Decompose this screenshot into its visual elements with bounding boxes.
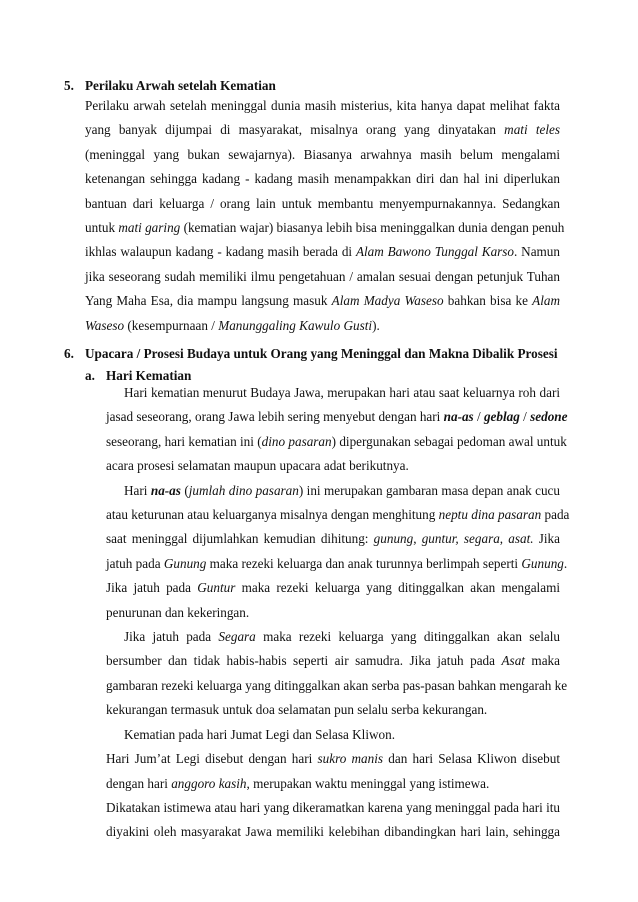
text-line: Yang Maha Esa, dia mampu langsung masuk Alam Madya Waseso bahkan bisa ke Alam [85, 293, 560, 309]
text-line: seseorang, hari kematian ini (dino pasaran) dipergunakan sebagai pedoman awal untuk [106, 433, 567, 449]
bold-italic-term: sedone [530, 409, 568, 425]
text-line: Hari Jum’at Legi disebut dengan hari sukro manis dan hari Selasa Kliwon disebut [106, 751, 561, 767]
italic-term: asat. [508, 531, 534, 547]
text-line: Dikatakan istimewa atau hari yang dikeramatkan karena yang meninggal pada hari itu [106, 799, 560, 815]
section-6-heading [64, 346, 558, 362]
section-5-heading [64, 78, 276, 94]
text-line: Hari kematian menurut Budaya Jawa, merupakan hari atau saat keluarnya roh dari [124, 385, 560, 400]
text-line: untuk mati garing (kematian wajar) biasanya lebih bisa meninggalkan dunia dengan penuh [85, 220, 565, 236]
italic-term: Gunung [521, 555, 564, 571]
text-line: Perilaku arwah setelah meninggal dunia masih misterius, kita hanya dapat melihat fakta [85, 98, 560, 113]
italic-term: anggoro kasih [171, 775, 247, 791]
italic-term: Waseso [85, 317, 125, 333]
italic-term: sukro manis [317, 751, 384, 767]
italic-term: Segara [218, 629, 256, 645]
text-line: ketenangan sehingga kadang - kadang masih menampakkan diri dan hal ini diperlukan [85, 171, 560, 187]
italic-term: neptu dina pasaran [438, 507, 542, 523]
italic-term: guntur, segara [421, 531, 500, 547]
bold-italic-term: geblag [483, 409, 520, 425]
text-line: saat meninggal dijumlahkan kemudian dihitung: gunung, guntur, segara, asat. Jika [106, 531, 560, 547]
section-6-title: Upacara / Prosesi Budaya untuk Orang yang Meninggal dan Makna Dibalik Prosesi [85, 346, 558, 361]
italic-term: mati teles [504, 122, 560, 138]
italic-term: jumlah dino pasaran [188, 482, 299, 498]
italic-term: Alam Madya Waseso [331, 293, 444, 309]
italic-term: Gunung [163, 555, 207, 571]
text-line: Kematian pada hari Jumat Legi dan Selasa Kliwon. [124, 726, 395, 742]
italic-term: Asat [501, 653, 525, 669]
italic-term: Alam Bawono Tunggal Karso [355, 244, 515, 260]
text-line: jasad seseorang, orang Jawa lebih sering menyebut dengan hari na-as / geblag / sedone [106, 409, 568, 425]
text-line: (meninggal yang bukan sewajarnya). Biasanya arwahnya masih belum mengalami [85, 146, 560, 162]
italic-term: gunung [373, 531, 414, 547]
section-5-body [85, 94, 565, 338]
text-line: jatuh pada Gunung maka rezeki keluarga dan anak turunnya berlimpah seperti Gunung. [106, 555, 568, 571]
text-line: bantuan dari keluarga / orang lain untuk membantu menyempurnakannya. Sedangkan [85, 195, 560, 211]
text-line: kekurangan termasuk untuk doa selamatan pun selalu serba kekurangan. [106, 702, 488, 718]
subsection-a-body [106, 381, 570, 845]
text-line: diyakini oleh masyarakat Jawa memiliki kelebihan dibandingkan hari lain, sehingga [106, 824, 560, 840]
subsection-a-letter: a. [85, 368, 95, 383]
italic-term: Alam [532, 293, 560, 309]
text-line: gambaran rezeki keluarga yang ditinggalkan akan serba pas-pasan bahkan mengarah ke [106, 677, 568, 693]
text-line: Jika jatuh pada Guntur maka rezeki keluarga yang ditinggalkan akan mengalami [106, 580, 560, 596]
text-line: jika seseorang sudah memiliki ilmu pengetahuan / amalan sesuai dengan petunjuk Tuhan [85, 268, 560, 284]
italic-term: mati garing [118, 220, 181, 236]
bold-italic-term: na-as [443, 409, 474, 425]
section-5-number: 5. [64, 78, 74, 93]
italic-term: Guntur [197, 580, 236, 596]
section-6-number: 6. [64, 346, 74, 361]
italic-term: dino pasaran [261, 433, 332, 449]
section-5-title: Perilaku Arwah setelah Kematian [85, 78, 276, 93]
text-line: acara prosesi selamatan maupun upacara adat berikutnya. [106, 458, 409, 474]
text-line: Waseso (kesempurnaan / Manunggaling Kawulo Gusti). [85, 317, 380, 333]
text-line: ikhlas walaupun kadang - kadang masih berada di Alam Bawono Tunggal Karso. Namun [85, 244, 560, 260]
text-line: dengan hari anggoro kasih, merupakan waktu meninggal yang istimewa. [106, 775, 490, 791]
text-line: yang banyak dijumpai di masyarakat, misalnya orang yang dinyatakan mati teles [85, 122, 560, 138]
text-line: penurunan dan kekeringan. [106, 604, 250, 620]
text-line: atau keturunan atau keluarganya misalnya dengan menghitung neptu dina pasaran pada [106, 507, 570, 523]
italic-term: Manunggaling Kawulo Gusti [218, 317, 373, 333]
bold-italic-term: na-as [150, 482, 181, 498]
text-line: Hari na-as (jumlah dino pasaran) ini merupakan gambaran masa depan anak cucu [124, 482, 561, 498]
subsection-a-title: Hari Kematian [106, 368, 192, 383]
text-line: Jika jatuh pada Segara maka rezeki keluarga yang ditinggalkan akan selalu [124, 629, 560, 645]
text-line: bersumber dan tidak habis-habis seperti air samudra. Jika jatuh pada Asat maka [106, 653, 560, 669]
